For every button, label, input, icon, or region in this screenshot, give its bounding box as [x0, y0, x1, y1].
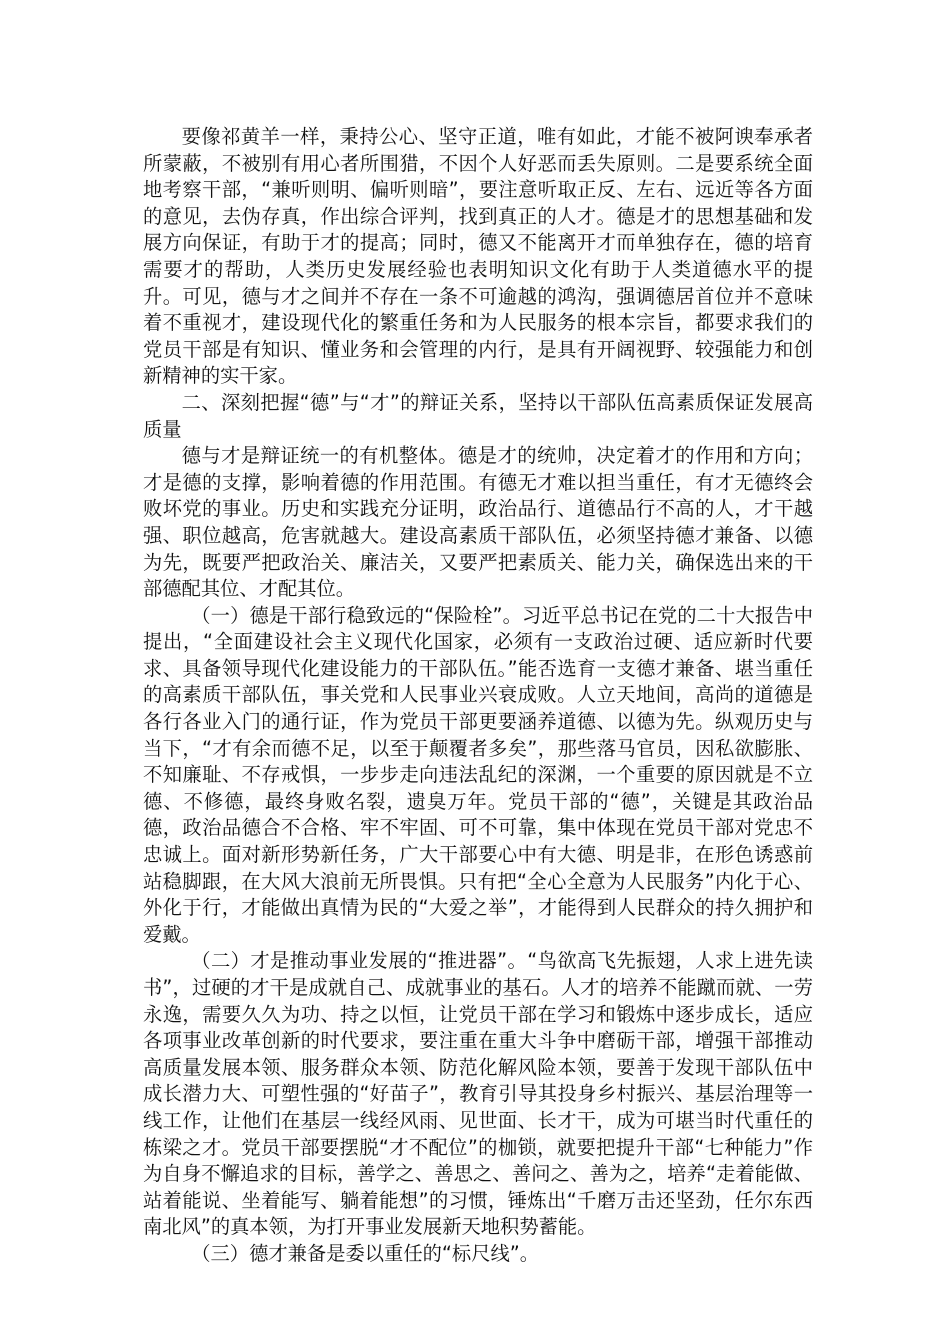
- body-paragraph-2: 德与才是辩证统一的有机整体。德是才的统帅，决定着才的作用和方向；才是德的支撑，影响着德的作用范围。有德无才难以担当重任，有才无德终会败坏党的事业。历史和实践充分证明，政治品行、道德品行不高的人，才干越强、职位越高，危害就越大。建设高素质干部队伍，必须坚持德才兼备、以德为先，既要严把政治关、廉洁关，又要严把素质关、能力关，确保选出来的干部德配其位、才配其位。: [143, 444, 813, 601]
- subsection-paragraph-2: （二）才是推动事业发展的“推进器”。“鸟欲高飞先振翅，人求上进先读书”，过硬的才干是成就自己、成就事业的基石。人才的培养不能蹴而就、一劳永逸，需要久久为功、持之以恒，让党员干部在学习和锻炼中逐步成长，适应各项事业改革创新的时代要求，要注重在重大斗争中磨砺干部，增强干部推动高质量发展本领、服务群众本领、防范化解风险本领，要善于发现干部队伍中成长潜力大、可塑性强的“好苗子”，教育引导其投身乡村振兴、基层治理等一线工作，让他们在基层一线经风雨、见世面、长才干，成为可堪当时代重任的栋梁之才。党员干部要摆脱“才不配位”的枷锁，就要把提升干部“七种能力”作为自身不懈追求的目标，善学之、善思之、善问之、善为之，培养“走着能做、站着能说、坐着能写、躺着能想”的习惯，锤炼出“千磨万击还坚劲，任尔东西南北风”的真本领，为打开事业发展新天地积势蓄能。: [143, 949, 813, 1239]
- subsection-paragraph-1: （一）德是干部行稳致远的“保险栓”。习近平总书记在党的二十大报告中提出，“全面建设社会主义现代化国家，必须有一支政治过硬、适应新时代要求、具备领导现代化建设能力的干部队伍。”能否选育一支德才兼备、堪当重任的高素质干部队伍，事关党和人民事业兴衰成败。人立天地间，高尚的道德是各行各业入门的通行证，作为党员干部更要涵养道德、以德为先。纵观历史与当下，“才有余而德不足，以至于颠覆者多矣”，那些落马官员，因私欲膨胀、不知廉耻、不存戒惧，一步步走向违法乱纪的深渊，一个重要的原因就是不立德、不修德，最终身败名裂，遗臭万年。党员干部的“德”，关键是其政治品德，政治品德合不合格、牢不牢固、可不可靠，集中体现在党员干部对党忠不忠诚上。面对新形势新任务，广大干部要心中有大德、明是非，在形色诱惑前站稳脚跟，在大风大浪前无所畏惧。只有把“全心全意为人民服务”内化于心、外化于行，才能做出真情为民的“大爱之举”，才能得到人民群众的持久拥护和爱戴。: [143, 603, 813, 946]
- body-paragraph-1: 要像祁黄羊一样，秉持公心、坚守正道，唯有如此，才能不被阿谀奉承者所蒙蔽，不被别有用心者所围猎，不因个人好恶而丢失原则。二是要系统全面地考察干部，“兼听则明、偏听则暗”，要注意听取正反、左右、远近等各方面的意见，去伪存真，作出综合评判，找到真正的人才。德是才的思想基础和发展方向保证，有助于才的提高；同时，德又不能离开才而单独存在，德的培育需要才的帮助，人类历史发展经验也表明知识文化有助于人类道德水平的提升。可见，德与才之间并不存在一条不可逾越的鸿沟，强调德居首位并不意味着不重视才，建设现代化的繁重任务和为人民服务的根本宗旨，都要求我们的党员干部是有知识、懂业务和会管理的内行，是具有开阔视野、较强能力和创新精神的实干家。: [143, 125, 813, 388]
- section-heading-2: 二、深刻把握“德”与“才”的辩证关系，坚持以干部队伍高素质保证发展高质量: [143, 390, 813, 441]
- subsection-heading-3: （三）德才兼备是委以重任的“标尺线”。: [191, 1241, 540, 1265]
- document-page: [143, 124, 813, 1268]
